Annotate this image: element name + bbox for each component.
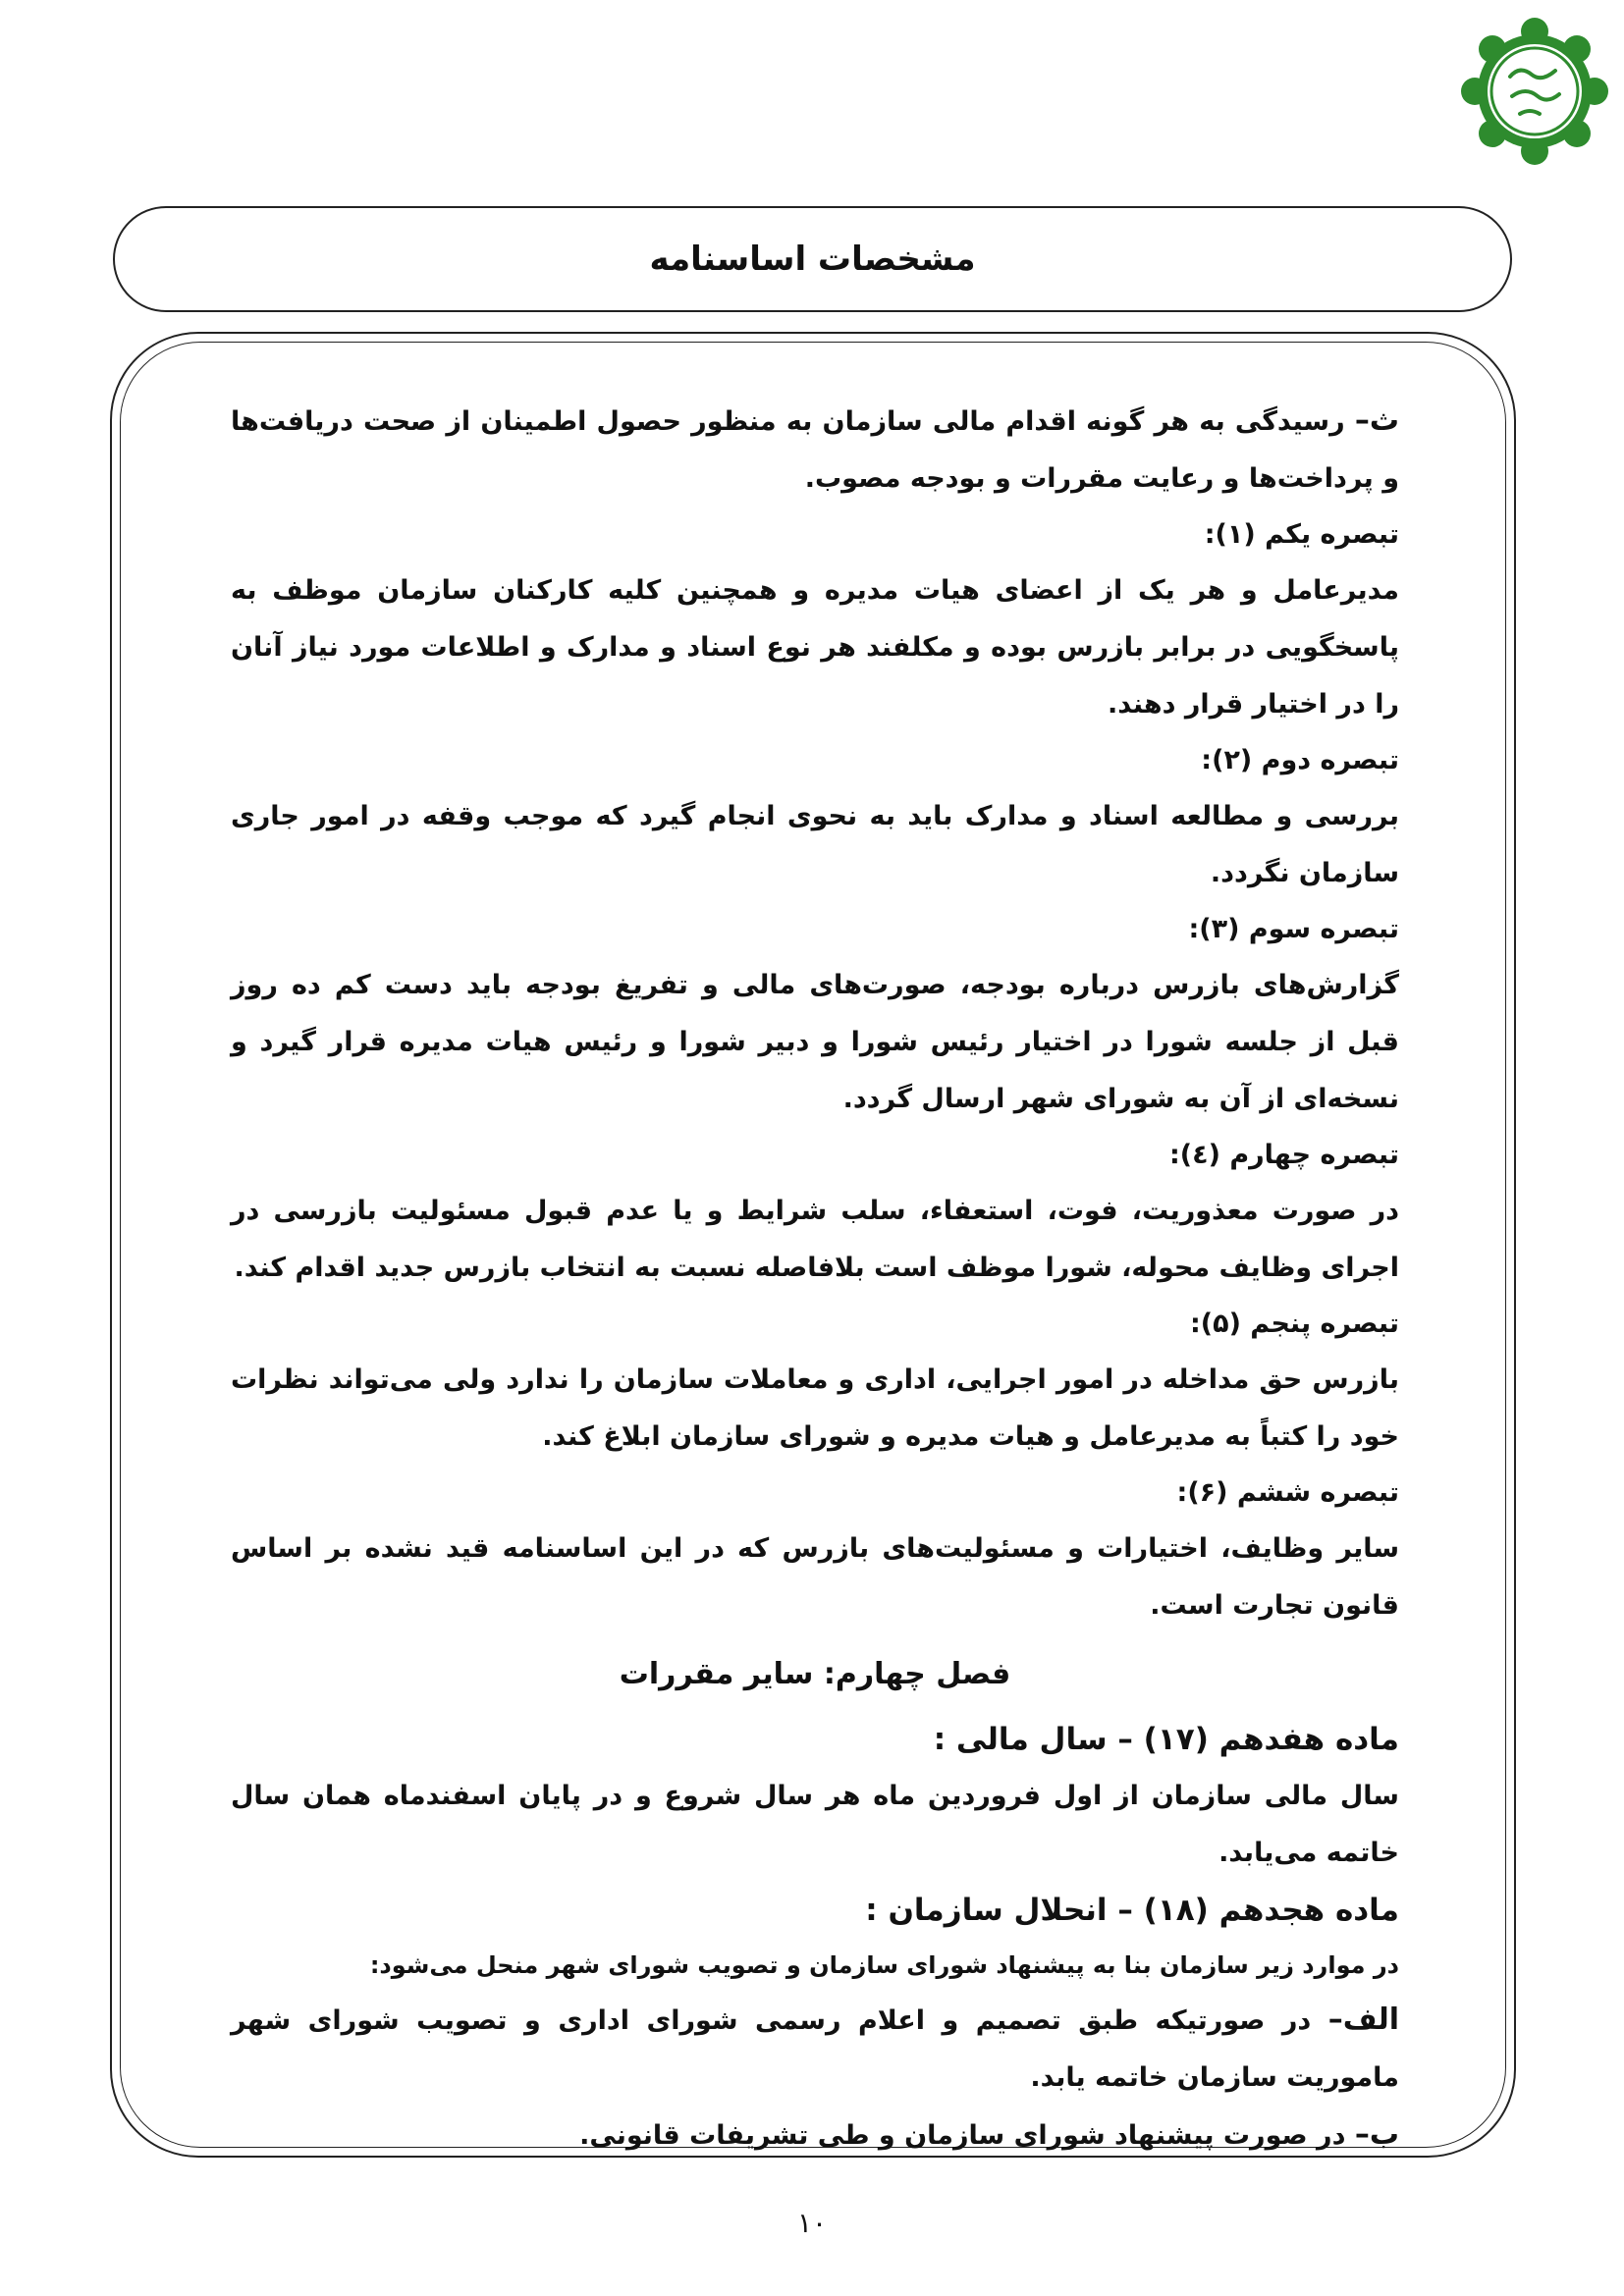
note3-title: تبصره سوم (۳):: [1188, 914, 1399, 944]
item-be-label: ب–: [1354, 2117, 1399, 2152]
note6-title: تبصره ششم (۶):: [1176, 1477, 1399, 1508]
item-alef-text: در صورتیکه طبق تصمیم و اعلام رسمی شورای اداری و تصویب شورای شهر ماموریت سازمان خاتمه یابد.: [231, 2005, 1399, 2093]
article17-title: ماده هفدهم (۱۷) – سال مالی :: [933, 1722, 1399, 1757]
note3-text: گزارش‌های بازرس درباره بودجه، صورت‌های مالی و تفریغ بودجه باید دست کم ده روز قبل از جلسه شورا در اختیار رئیس شورا و دبیر شورا و رئیس هیات مدیره قرار گیرد و نسخه‌ای از آن به شورای شهر ارسال گردد.: [231, 970, 1399, 1114]
item-be-text: در صورت پیشنهاد شورای سازمان و طی تشریفات قانونی.: [579, 2120, 1346, 2151]
note2-text: بررسی و مطالعه اسناد و مدارک باید به نحوی انجام گیرد که موجب وقفه در امور جاری سازمان نگردد.: [231, 801, 1399, 888]
note1-title: تبصره یکم (۱):: [1204, 519, 1399, 550]
section-title: مشخصات اساسنامه: [649, 240, 976, 279]
item-alef-label: الف–: [1327, 2002, 1400, 2037]
article18-title: ماده هجدهم (۱۸) – انحلال سازمان :: [865, 1893, 1399, 1928]
clause-tha-text: رسیدگی به هر گونه اقدام مالی سازمان به منظور حصول اطمینان از صحت دریافت‌ها و پرداخت‌ها و رعایت مقررات و بودجه مصوب.: [231, 406, 1399, 494]
tehran-city-council-emblem-icon: [1461, 18, 1608, 165]
note4-text: در صورت معذوریت، فوت، استعفاء، سلب شرایط و یا عدم قبول مسئولیت بازرسی در اجرای وظایف محوله، شورا موظف است بلافاصله نسبت به انتخاب بازرس جدید اقدام کند.: [231, 1196, 1399, 1283]
note2-title: تبصره دوم (۲):: [1201, 745, 1399, 775]
note5-title: تبصره پنجم (۵):: [1189, 1308, 1399, 1339]
document-body: [231, 393, 1399, 2164]
chapter-title: فصل چهارم: سایر مقررات: [619, 1657, 1011, 1691]
page-number: ۱۰: [796, 2207, 828, 2239]
item-be: [231, 2107, 1399, 2164]
note5-text: بازرس حق مداخله در امور اجرایی، اداری و معاملات سازمان را ندارد ولی می‌تواند نظرات خود را کتباً به مدیرعامل و هیات مدیره و شورای سازمان ابلاغ کند.: [231, 1364, 1399, 1452]
clause-tha: [231, 393, 1399, 507]
note4-title: تبصره چهارم (٤):: [1168, 1140, 1399, 1170]
section-title-box: [113, 206, 1512, 312]
article18-intro: در موارد زیر سازمان بنا به پیشنهاد شورای سازمان و تصویب شورای شهر منحل می‌شود:: [369, 1951, 1399, 1979]
note6-text: سایر وظایف، اختیارات و مسئولیت‌های بازرس که در این اساسنامه قید نشده بر اساس قانون تجارت است.: [231, 1533, 1399, 1621]
item-alef: [231, 1992, 1399, 2107]
note1-text: مدیرعامل و هر یک از اعضای هیات مدیره و همچنین کلیه کارکنان سازمان موظف به پاسخگویی در برابر بازرس بوده و مکلفند هر نوع اسناد و مدارک و اطلاعات مورد نیاز آنان را در اختیار قرار دهند.: [231, 575, 1399, 720]
clause-tha-label: ث–: [1354, 403, 1400, 438]
article17-text: سال مالی سازمان از اول فروردین ماه هر سال شروع و در پایان اسفندماه همان سال خاتمه می‌یابد.: [231, 1781, 1399, 1868]
